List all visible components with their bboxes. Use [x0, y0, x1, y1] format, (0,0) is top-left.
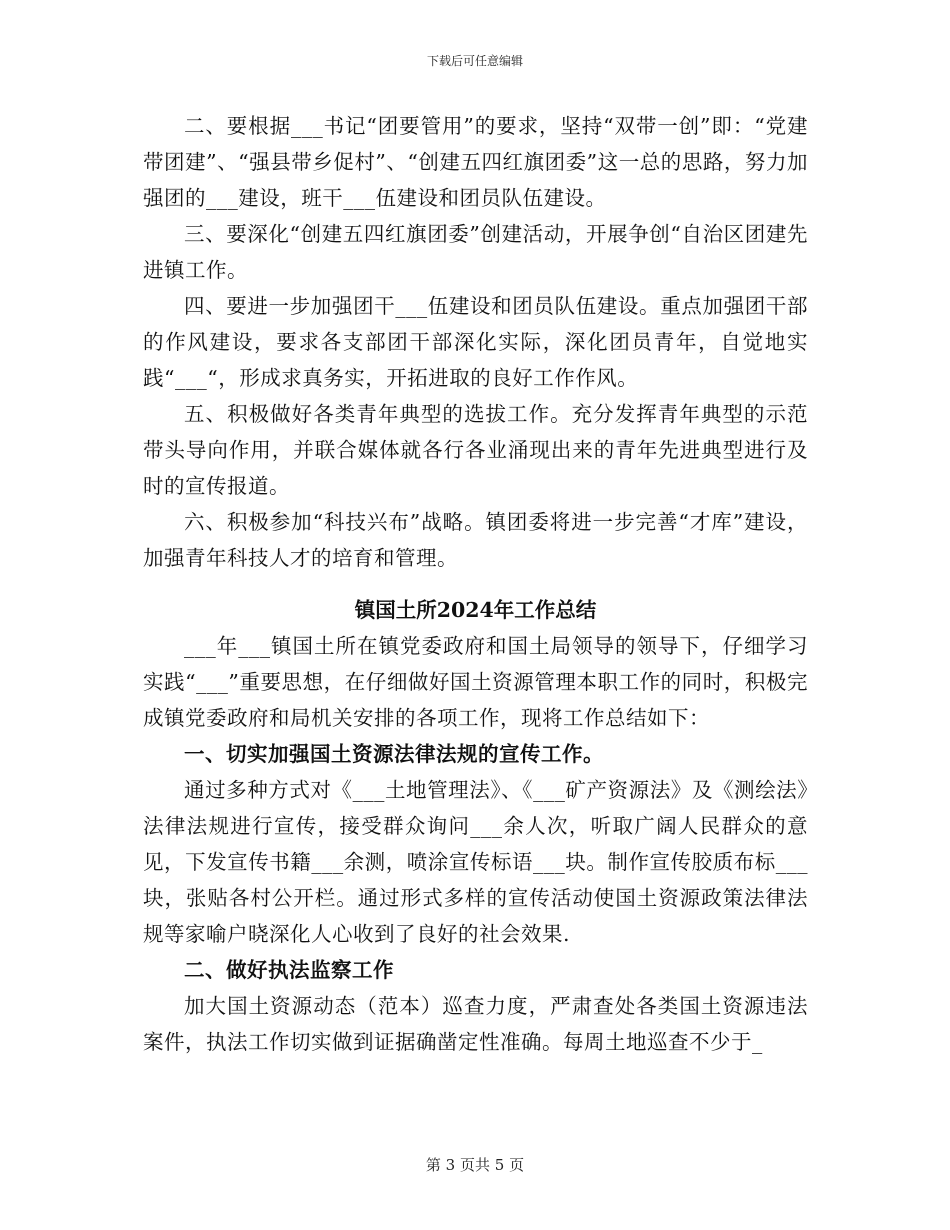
section-body-2: 加大国土资源动态（范本）巡查力度，严肃查处各类国土资源违法案件，执法工作切实做到证据确凿定性准确。每周土地巡查不少于_	[143, 994, 808, 1054]
paragraph-prev-1: 二、要根据___书记“团要管用”的要求，坚持“双带一创”即：“党建带团建”、“强县带乡促村”、“创建五四红旗团委”这一总的思路，努力加强团的___建设，班干___伍建设和团员队伍建设。	[143, 114, 808, 210]
section-heading-1: 一、切实加强国土资源法律法规的宣传工作。	[184, 742, 604, 766]
paragraph-prev-2: 三、要深化“创建五四红旗团委”创建活动，开展争创“自治区团建先进镇工作。	[143, 222, 808, 282]
paragraph-prev-5: 六、积极参加“科技兴布”战略。镇团委将进一步完善“才库”建设，加强青年科技人才的培育和管理。	[143, 510, 808, 570]
document-title: 镇国土所2024年工作总结	[354, 598, 597, 622]
paragraph-prev-3: 四、要进一步加强团干___伍建设和团员队伍建设。重点加强团干部的作风建设，要求各支部团干部深化实际，深化团员青年，自觉地实践“___“，形成求真务实，开拓进取的良好工作作风。	[143, 294, 808, 390]
page-footer: 第 3 页共 5 页	[425, 1156, 525, 1174]
section-body-1: 通过多种方式对《___土地管理法》、《___矿产资源法》及《测绘法》法律法规进行宣传，接受群众询问___余人次，听取广阔人民群众的意见，下发宣传书籍___余测，喷涂宣传标语___块。制作宣传胶质布标___块，张贴各村公开栏。通过形式多样的宣传活动使国土资源政策法律法规等家喻户晓深化人心收到了良好的社会效果.	[143, 778, 808, 946]
section-heading-2: 二、做好执法监察工作	[184, 958, 394, 982]
intro-paragraph: ___年___镇国土所在镇党委政府和国土局领导的领导下，仔细学习实践“___”重要思想，在仔细做好国土资源管理本职工作的同时，积极完成镇党委政府和局机关安排的各项工作，现将工作总结如下：	[143, 634, 808, 730]
page-header: 下载后可任意编辑	[426, 54, 523, 68]
paragraph-prev-4: 五、积极做好各类青年典型的选拔工作。充分发挥青年典型的示范带头导向作用，并联合媒体就各行各业涌现出来的青年先进典型进行及时的宣传报道。	[143, 402, 808, 498]
document-body	[143, 108, 808, 1060]
